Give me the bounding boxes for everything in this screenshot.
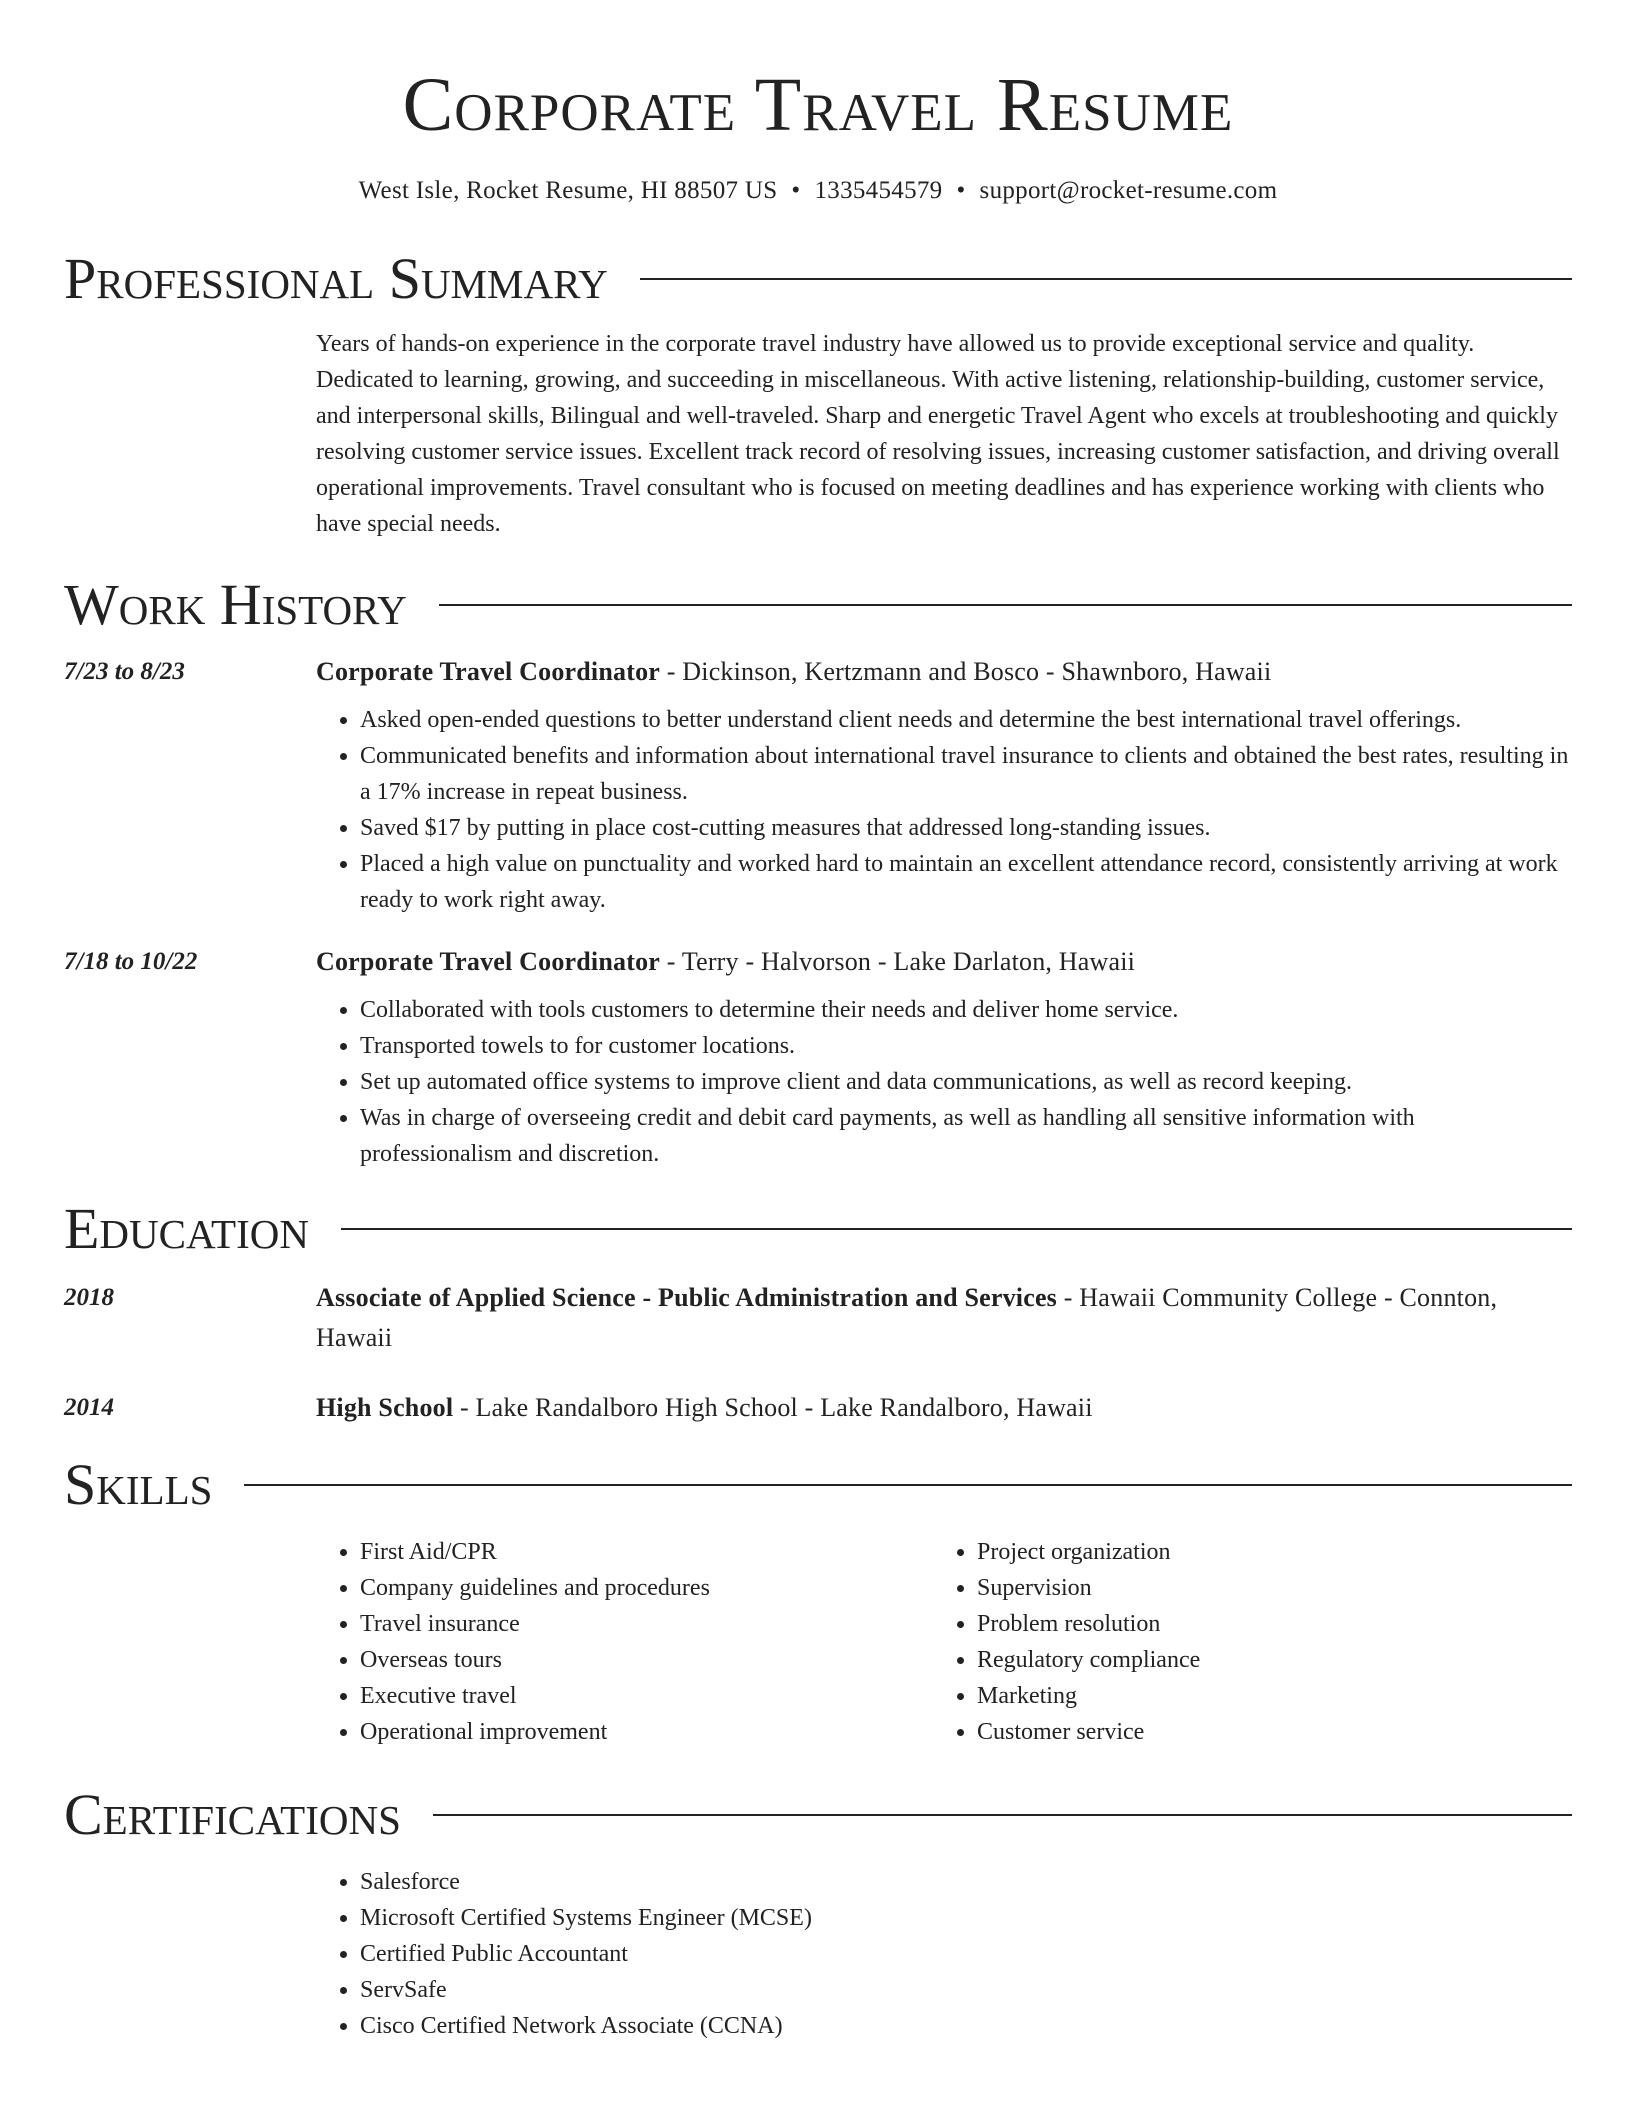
- job-dates: 7/18 to 10/22: [64, 948, 198, 975]
- phone: 1335454579: [814, 177, 943, 204]
- job-employer: - Terry - Halvorson - Lake Darlaton, Hawaii: [660, 947, 1136, 976]
- certification-item: • Microsoft Certified Systems Engineer (MCSE): [360, 1900, 1572, 1936]
- skill-item: • Supervision: [977, 1570, 1550, 1606]
- separator-dot: •: [791, 177, 801, 204]
- certifications-list: [316, 1864, 1572, 2044]
- skill-item: • First Aid/CPR: [360, 1534, 933, 1570]
- skill-item: • Travel insurance: [360, 1606, 933, 1642]
- section-divider: [439, 604, 1572, 606]
- email: support@rocket-resume.com: [979, 177, 1278, 204]
- job-bullet: • Saved $17 by putting in place cost-cutting measures that addressed long-standing issues.: [360, 810, 1572, 846]
- skill-item: • Problem resolution: [977, 1606, 1550, 1642]
- job-bullet: • Asked open-ended questions to better understand client needs and determine the best international travel offerings.: [360, 702, 1572, 738]
- job-dates: 7/23 to 8/23: [64, 658, 185, 685]
- job-employer: - Dickinson, Kertzmann and Bosco - Shawnboro, Hawaii: [660, 657, 1272, 686]
- job-bullet: • Was in charge of overseeing credit and debit card payments, as well as handling all sensitive information with professionalism and discretion.: [360, 1100, 1572, 1172]
- skills-grid: [316, 1534, 1572, 1750]
- job-bullet: • Placed a high value on punctuality and worked hard to maintain an excellent attendance record, consistently arriving at work ready to work right away.: [360, 846, 1572, 918]
- job-content: [316, 942, 1572, 1172]
- skills-section-header: [64, 1450, 1572, 1520]
- work-heading: Work History: [64, 572, 407, 637]
- education-line: [316, 1278, 1572, 1358]
- education-year: 2014: [64, 1394, 114, 1421]
- section-divider: [244, 1484, 1572, 1486]
- education-year: 2018: [64, 1284, 114, 1311]
- certification-item: • Certified Public Accountant: [360, 1936, 1572, 1972]
- education-degree: Associate of Applied Science - Public Administration and Services: [316, 1283, 1057, 1312]
- education-content: [316, 1278, 1572, 1358]
- work-section-header: [64, 570, 1572, 640]
- separator-dot: •: [956, 177, 966, 204]
- skills-list-right: [933, 1534, 1550, 1750]
- job-title: Corporate Travel Coordinator: [316, 947, 661, 976]
- section-divider: [341, 1228, 1572, 1230]
- summary-section-header: [64, 244, 1572, 314]
- education-school: - Hawaii Community College - Connton, Hawaii: [316, 1283, 1498, 1352]
- skill-item: • Operational improvement: [360, 1714, 933, 1750]
- skill-item: • Project organization: [977, 1534, 1550, 1570]
- address: West Isle, Rocket Resume, HI 88507 US: [358, 177, 778, 204]
- job-content: [316, 652, 1572, 918]
- education-school: - Lake Randalboro High School - Lake Randalboro, Hawaii: [453, 1393, 1093, 1422]
- education-line: [316, 1388, 1572, 1428]
- skills-heading: Skills: [64, 1452, 213, 1517]
- skill-item: • Marketing: [977, 1678, 1550, 1714]
- job-bullet: • Communicated benefits and information about international travel insurance to clients and obtained the best rates, resulting in a 17% increase in repeat business.: [360, 738, 1572, 810]
- skill-item: • Regulatory compliance: [977, 1642, 1550, 1678]
- skill-item: • Overseas tours: [360, 1642, 933, 1678]
- certification-item: • Salesforce: [360, 1864, 1572, 1900]
- certification-item: • ServSafe: [360, 1972, 1572, 2008]
- job-bullet: • Collaborated with tools customers to determine their needs and deliver home service.: [360, 992, 1572, 1028]
- education-section-header: [64, 1194, 1572, 1264]
- job-bullets: [316, 992, 1572, 1172]
- resume-title: Corporate Travel Resume: [402, 63, 1234, 147]
- certifications-heading: Certifications: [64, 1782, 401, 1847]
- job-entry: [64, 942, 1572, 1172]
- summary-heading: Professional Summary: [64, 246, 608, 311]
- summary-text: Years of hands-on experience in the corporate travel industry have allowed us to provide exceptional service and quality. Dedicated to learning, growing, and succeeding in miscellaneous. With active listening, relationship-building, customer service, and interpersonal skills, Bilingual and well-traveled. Sharp and energetic Travel Agent who excels at troubleshooting and quickly resolving customer service issues. Excellent track record of resolving issues, increasing customer satisfaction, and driving overall operational improvements. Travel consultant who is focused on meeting deadlines and has experience working with clients who have special needs.: [316, 331, 1560, 537]
- section-divider: [640, 278, 1572, 280]
- education-content: [316, 1388, 1572, 1428]
- skill-item: • Executive travel: [360, 1678, 933, 1714]
- education-entry: [64, 1278, 1572, 1358]
- certifications-section-header: [64, 1780, 1572, 1850]
- job-bullet: • Set up automated office systems to improve client and data communications, as well as record keeping.: [360, 1064, 1572, 1100]
- job-title-line: [316, 942, 1572, 982]
- contact-line: [64, 176, 1572, 206]
- skill-item: • Customer service: [977, 1714, 1550, 1750]
- job-title: Corporate Travel Coordinator: [316, 657, 661, 686]
- job-bullets: [316, 702, 1572, 918]
- section-divider: [433, 1814, 1572, 1816]
- resume-page: [64, 0, 1572, 2044]
- skill-item: • Company guidelines and procedures: [360, 1570, 933, 1606]
- education-entry: [64, 1388, 1572, 1428]
- job-title-line: [316, 652, 1572, 692]
- job-entry: [64, 652, 1572, 918]
- education-heading: Education: [64, 1196, 309, 1261]
- education-degree: High School: [316, 1393, 454, 1422]
- certification-item: • Cisco Certified Network Associate (CCNA): [360, 2008, 1572, 2044]
- skills-list-left: [316, 1534, 933, 1750]
- job-bullet: • Transported towels to for customer locations.: [360, 1028, 1572, 1064]
